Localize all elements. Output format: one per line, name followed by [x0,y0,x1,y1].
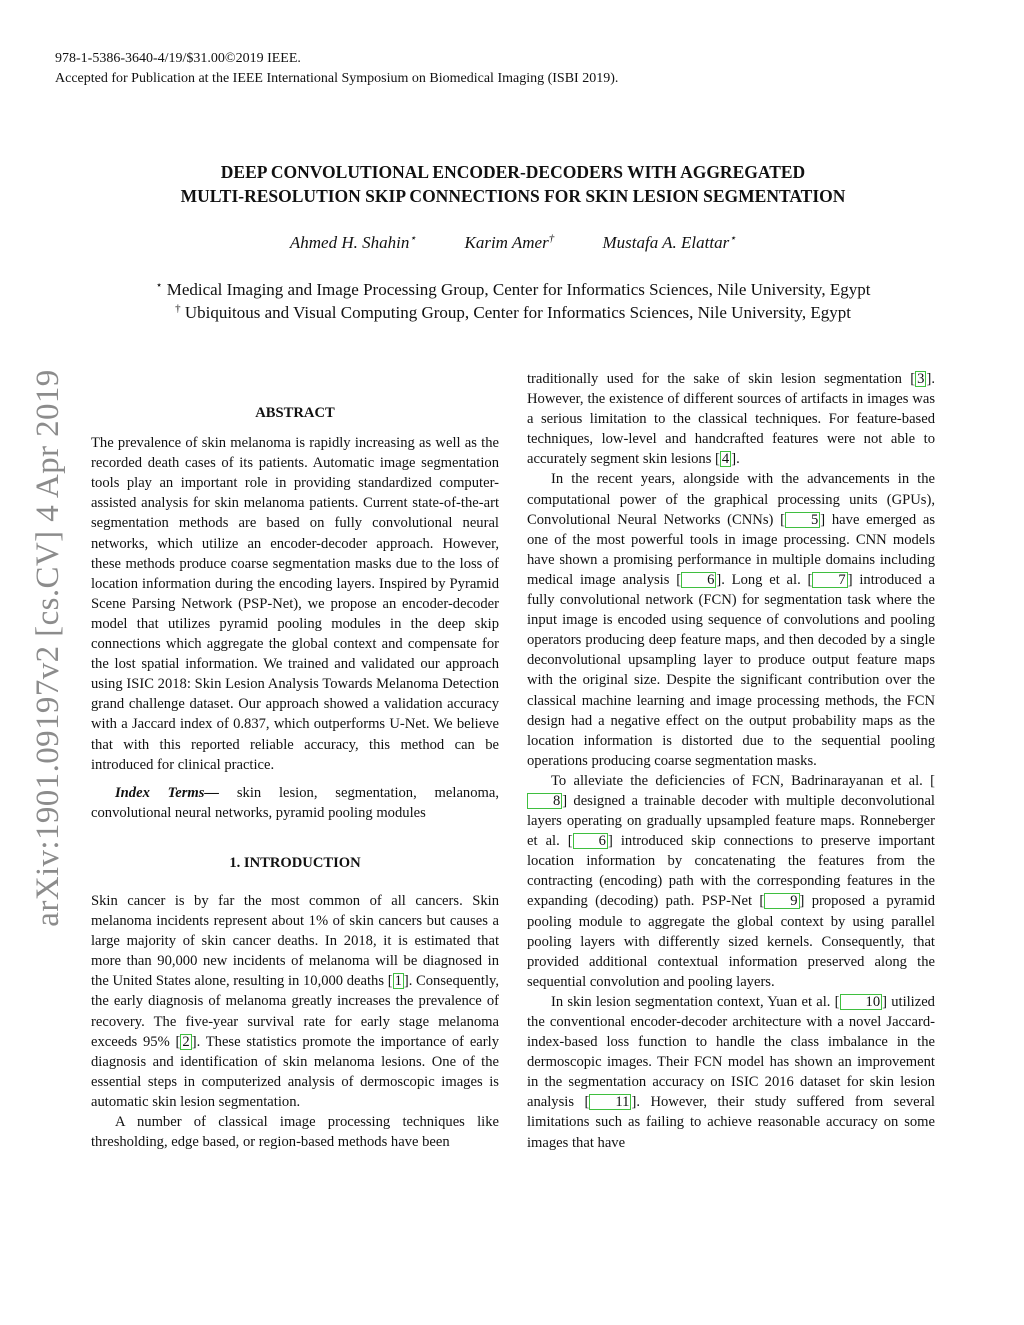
citation-link[interactable]: 5 [785,512,820,528]
intro-paragraph: A number of classical image processing techniques like thresholding, edge based, or region-based methods have been [91,1114,499,1151]
accepted-line: Accepted for Publication at the IEEE International Symposium on Biomedical Imaging (ISBI 2019). [55,71,619,86]
affiliations [60,278,966,324]
right-column [527,369,935,1153]
index-terms-label: Index Terms— [115,784,220,801]
citation-link[interactable]: 10 [840,994,883,1010]
author: Mustafa A. Elattar⋆ [602,232,737,252]
introduction-heading: 1. INTRODUCTION [229,854,361,871]
title-line-2: MULTI-RESOLUTION SKIP CONNECTIONS FOR SKIN LESION SEGMENTATION [180,186,846,206]
abstract-text: The prevalence of skin melanoma is rapidly increasing as well as the recorded death cases of its patients. Automatic image segmentation tools play an important role in providing standardized computer-assisted analysis for skin melanoma patients. Current state-of-the-art segmentation methods are based on fully convolutional neural networks, which utilize an encoder-decoder approach. However, these methods produce coarse segmentation masks due to the loss of location information during the encoding layers. Inspired by Pyramid Scene Parsing Network (PSP-Net), we propose an encoder-decoder model that utilizes pyramid pooling modules in the deep skip connections which aggregate the global context and compensate for the lost spatial information. We trained and validated our approach using ISIC 2018: Skin Lesion Analysis Towards Melanoma Detection grand challenge dataset. Our approach showed a validation accuracy with a Jaccard index of 0.837, which outperforms U-Net. We believe that with this reported reliable accuracy, this method can be introduced for clinical practice. [91,435,499,773]
affiliation: † Ubiquitous and Visual Computing Group, Center for Informatics Sciences, Nile University, Egypt [175,302,851,322]
copyright-line: 978-1-5386-3640-4/19/$31.00©2019 IEEE. [55,51,301,66]
citation-link[interactable]: 11 [589,1094,631,1110]
title-line-1: DEEP CONVOLUTIONAL ENCODER-DECODERS WITH AGGREGATED [220,162,806,182]
author: Karim Amer† [464,232,555,252]
citation-link[interactable]: 8 [527,793,562,809]
citation-link[interactable]: 6 [573,833,608,849]
author-list [80,232,946,254]
paper-title [80,160,946,208]
abstract-heading: ABSTRACT [255,405,335,421]
index-terms: Index Terms— skin lesion, segmentation, melanoma, convolutional neural networks, pyramid pooling modules [91,784,499,821]
intro-paragraph: In skin lesion segmentation context, Yuan et al. [ 10 ] utilized the conventional encoder-decoder architecture with a novel Jaccard-index-based loss function to handle the class imbalance in the dermoscopic images. Their FCN model has shown an improvement in the segmentation accuracy on ISIC 2016 dataset for skin lesion analysis [ 11 ]. However, their study suffered from several limitations such as failing to achieve reasonable accuracy on some images that have [527,993,935,1151]
citation-link[interactable]: 1 [394,973,402,990]
arxiv-stamp: arXiv:1901.09197v2 [cs.CV] 4 Apr 2019 [30,369,66,927]
citation-link[interactable]: 6 [681,572,716,588]
intro-paragraph: Skin cancer is by far the most common of all cancers. Skin melanoma incidents represent about 1% of skin cancers but causes a large majority of skin cancer deaths. In 2018, it is estimated that more than 90,000 new incidents of melanoma will be diagnosed in the United States alone, resulting in 10,000 deaths [ 1 ]. Consequently, the early diagnosis of melanoma greatly increases the prevalence of recovery. The five-year survival rate for early stage melanoma exceeds 95% [ 2 ]. These statistics promote the importance of early diagnosis and identification of skin melanoma lesions. One of the essential steps in computerized analysis of dermoscopic images is automatic skin lesion segmentation. [91,892,499,1110]
affiliation: ⋆ Medical Imaging and Image Processing Group, Center for Informatics Sciences, Nile University, Egypt [155,279,871,299]
author: Ahmed H. Shahin⋆ [289,232,417,252]
intro-paragraph: In the recent years, alongside with the advancements in the computational power of the graphical processing units (GPUs), Convolutional Neural Networks (CNNs) [ 5 ] have emerged as one of the most powerful tools in image processing. CNN models have shown a promising performance in multiple domains including medical image analysis [ 6 ]. Long et al. [ 7 ] introduced a fully convolutional network (FCN) for segmentation task where the input image is encoded using sequence of convolutions and pooling operators producing deep feature maps, and then decoded by a single deconvolutional upsampling layer to produce output feature maps with the original size. Despite the significant contribution over the classical machine learning and image processing methods, the FCN design had a negative effect on the output probability maps as the location information is distorted due to the sequential pooling operations producing coarse segmentation masks. [527,471,936,769]
citation-link[interactable]: 2 [182,1033,190,1050]
citation-link[interactable]: 7 [812,572,847,588]
intro-paragraph: traditionally used for the sake of skin lesion segmentation [ 3 ]. However, the existence of different sources of artifacts in images was a serious limitation to the classical techniques. For feature-based techniques, low-level and handcrafted features were not able to accurately segment skin lesions [ 4 ]. [527,371,935,468]
citation-link[interactable]: 4 [721,451,730,468]
intro-paragraph: To alleviate the deficiencies of FCN, Badrinarayanan et al. [8 ] designed a trainable decoder with multiple deconvolutional layers operating on gradually upsampled feature maps. Ronneberger et al. [ 6 ] introduced skip connections to preserve important location information by concatenating the features from the contracting (encoding) path with the corresponding features in the expanding (decoding) path. PSP-Net [ 9 ] proposed a pyramid pooling module to aggregate the global context by using parallel pooling layers with differently sized kernels. Consequently, that provided additional contextual information preserved along the sequential convolution and pooling layers. [527,772,935,990]
citation-link[interactable]: 9 [764,893,799,909]
left-column [91,403,499,1152]
citation-link[interactable]: 3 [917,371,925,387]
